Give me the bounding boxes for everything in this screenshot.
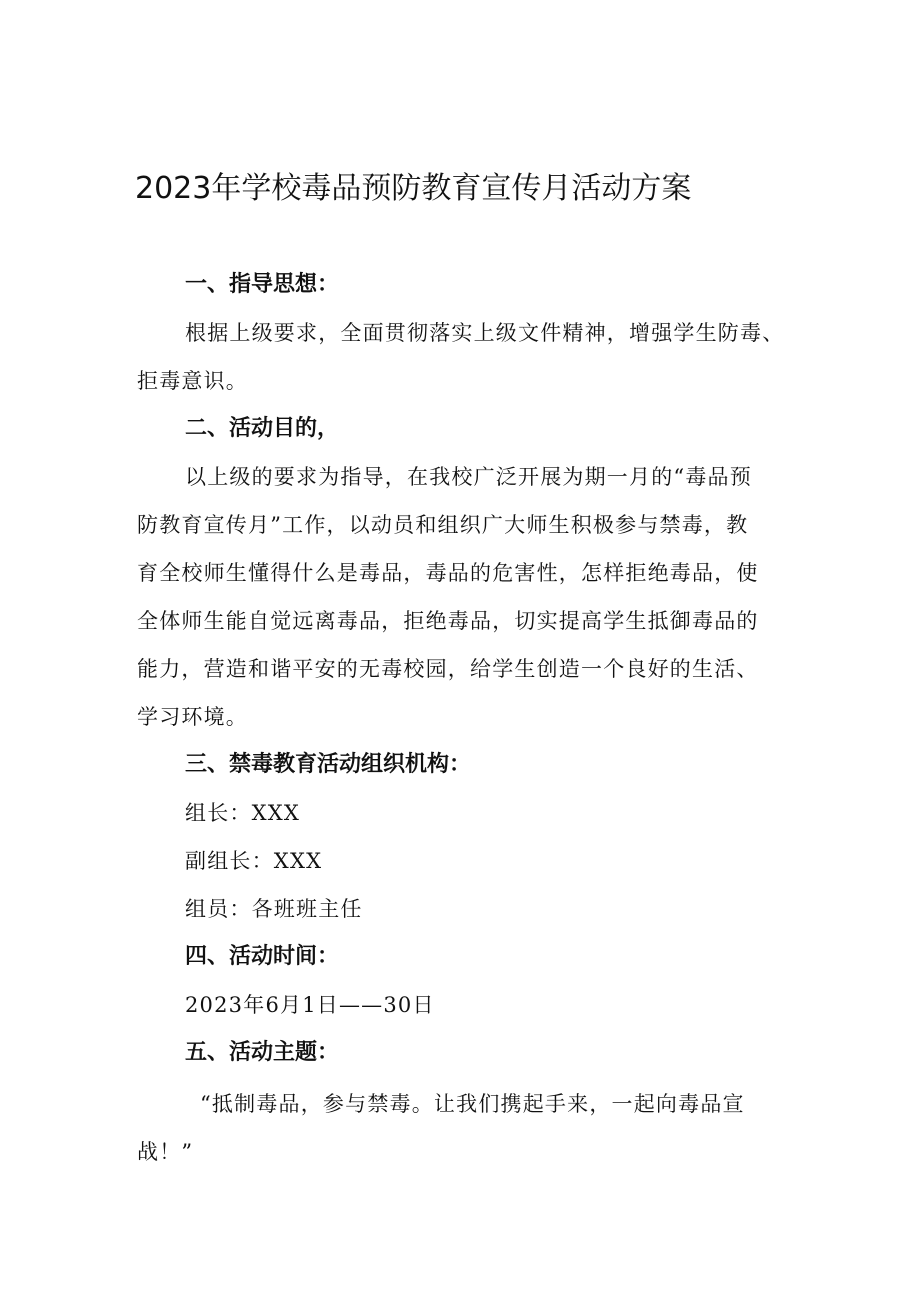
paragraph-line: 以上级的要求为指导，在我校广泛开展为期一月的“毒品预 bbox=[185, 465, 752, 489]
section-heading-activity-purpose: 二、活动目的， bbox=[185, 416, 340, 441]
document-title: 2023年学校毒品预防教育宣传月活动方案 bbox=[135, 171, 692, 206]
members-line: 组员：各班班主任 bbox=[185, 897, 363, 921]
group-leader-line: 组长：XXX bbox=[185, 801, 301, 825]
paragraph-line: 拒毒意识。 bbox=[137, 369, 248, 393]
paragraph-line: 育全校师生懂得什么是毒品，毒品的危害性，怎样拒绝毒品，使 bbox=[137, 561, 759, 585]
paragraph-line: 全体师生能自觉远离毒品，拒绝毒品，切实提高学生抵御毒品的 bbox=[137, 609, 759, 633]
paragraph-line: 学习环境。 bbox=[137, 705, 248, 729]
theme-quote-line: “抵制毒品，参与禁毒。让我们携起手来，一起向毒品宣 bbox=[200, 1092, 745, 1116]
paragraph-line: 能力，营造和谐平安的无毒校园，给学生创造一个良好的生活、 bbox=[137, 657, 759, 681]
section-heading-organization: 三、禁毒教育活动组织机构： bbox=[185, 752, 472, 777]
paragraph-line: 根据上级要求，全面贯彻落实上级文件精神，增强学生防毒、 bbox=[185, 321, 785, 345]
paragraph-line: 防教育宣传月”工作，以动员和组织广大师生积极参与禁毒，教 bbox=[137, 513, 749, 537]
section-heading-guiding-thought: 一、指导思想： bbox=[185, 272, 340, 297]
section-heading-activity-time: 四、活动时间： bbox=[185, 944, 340, 969]
section-heading-activity-theme: 五、活动主题： bbox=[185, 1040, 340, 1065]
deputy-leader-line: 副组长：XXX bbox=[185, 849, 323, 873]
theme-quote-line: 战！” bbox=[137, 1140, 194, 1164]
activity-date-line: 2023年6月1日——30日 bbox=[185, 993, 435, 1017]
